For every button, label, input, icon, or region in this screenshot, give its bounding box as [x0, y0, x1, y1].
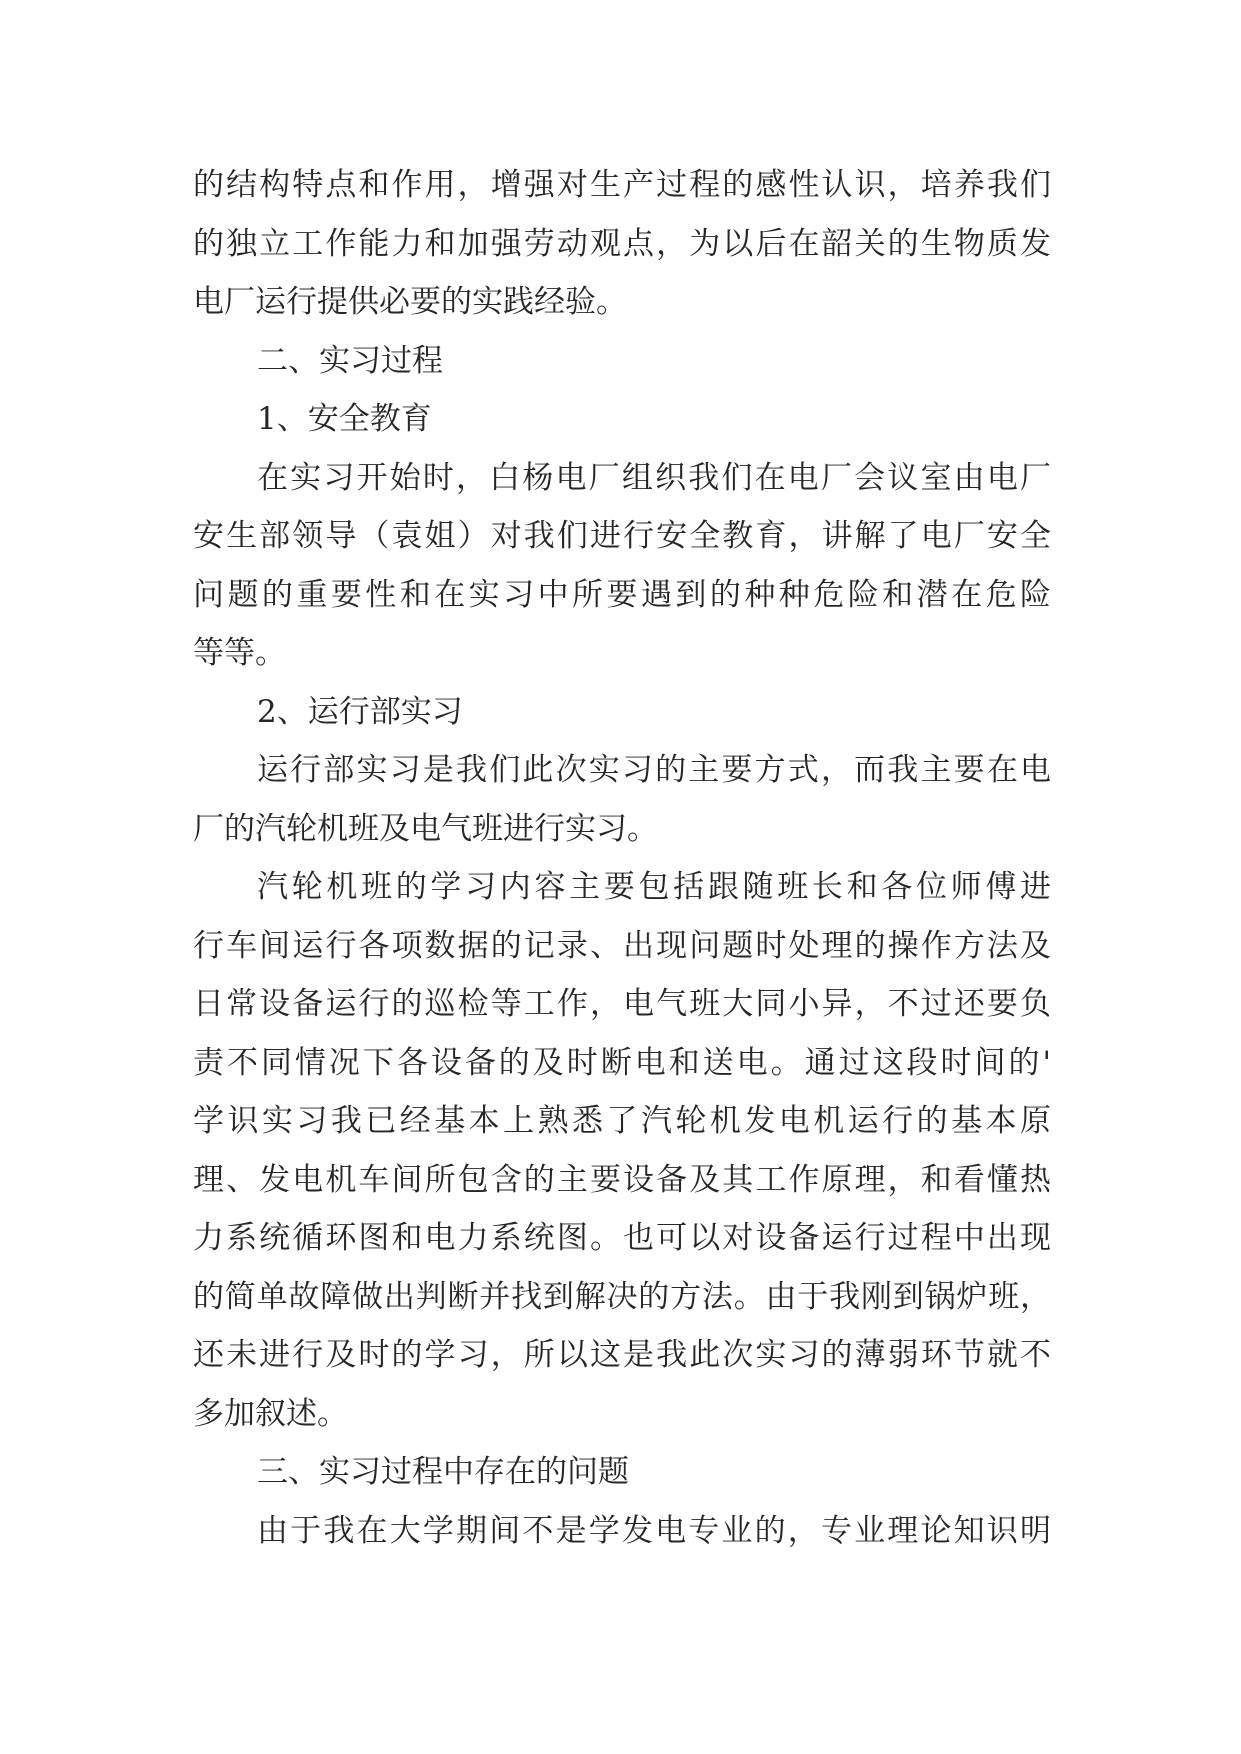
text-line-11: 运行部实习是我们此次实习的主要方式，而我主要在电	[257, 752, 1051, 788]
text-line-13: 汽轮机班的学习内容主要包括跟随班长和各位师傅进	[257, 869, 1051, 905]
text-line-17: 学识实习我已经基本上熟悉了汽轮机发电机运行的基本原	[193, 1103, 1051, 1139]
text-line-6: 在实习开始时，白杨电厂组织我们在电厂会议室由电厂	[257, 459, 1051, 496]
section-heading-problems: 三、实习过程中存在的问题	[257, 1454, 629, 1490]
section-heading-process: 二、实习过程	[257, 342, 443, 379]
text-line-20: 的简单故障做出判断并找到解决的方法。由于我刚到锅炉班，	[193, 1278, 1051, 1315]
text-line-15: 日常设备运行的巡检等工作，电气班大同小异，不过还要负	[193, 986, 1051, 1022]
text-line-3: 电厂运行提供必要的实践经验。	[193, 284, 627, 320]
text-line-18: 理、发电机车间所包含的主要设备及其工作原理，和看懂热	[193, 1161, 1051, 1198]
text-line-22: 多加叙述。	[193, 1395, 348, 1432]
text-line-14: 行车间运行各项数据的记录、出现问题时处理的操作方法及	[193, 927, 1051, 964]
text-line-7: 安生部领导（袁姐）对我们进行安全教育，讲解了电厂安全	[193, 518, 1051, 554]
text-line-2: 的独立工作能力和加强劳动观点，为以后在韶关的生物质发	[193, 225, 1051, 262]
text-line-21: 还未进行及时的学习，所以这是我此次实习的薄弱环节就不	[193, 1337, 1051, 1373]
text-line-8: 问题的重要性和在实习中所要遇到的种种危险和潜在危险	[193, 576, 1051, 613]
text-line-19: 力系统循环图和电力系统图。也可以对设备运行过程中出现	[193, 1220, 1051, 1256]
subheading-safety-education: 1、安全教育	[257, 401, 432, 437]
subheading-operations-internship: 2、运行部实习	[257, 693, 463, 730]
text-line-16: 责不同情况下各设备的及时断电和送电。通过这段时间的'	[193, 1044, 1051, 1081]
text-line-9: 等等。	[193, 635, 286, 671]
document-body	[193, 156, 1051, 1560]
text-line-24: 由于我在大学期间不是学发电专业的，专业理论知识明	[257, 1512, 1051, 1549]
text-line-1: 的结构特点和作用，增强对生产过程的感性认识，培养我们	[193, 167, 1051, 203]
text-line-12: 厂的汽轮机班及电气班进行实习。	[193, 810, 658, 847]
